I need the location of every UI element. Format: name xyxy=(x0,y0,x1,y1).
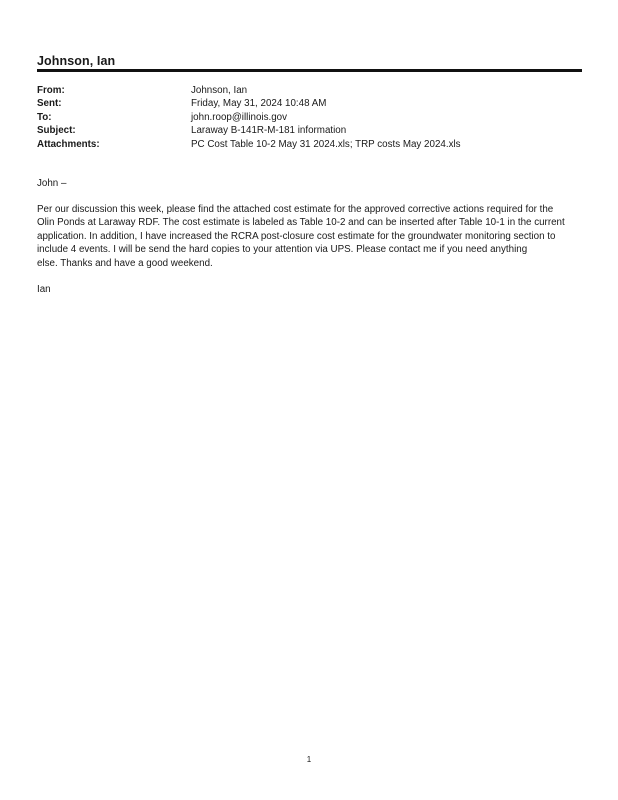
header-to-label: To: xyxy=(37,111,52,123)
header-subject xyxy=(37,124,461,137)
header-divider xyxy=(37,69,582,72)
header-attachments-value: PC Cost Table 10-2 May 31 2024.xls; TRP costs May 2024.xls xyxy=(191,138,461,150)
body-line: Olin Ponds at Laraway RDF. The cost estimate is labeled as Table 10-2 and can be inserted after Table 10-1 in the current xyxy=(37,217,565,229)
sender-name: Johnson, Ian xyxy=(37,54,116,68)
header-subject-label: Subject: xyxy=(37,125,76,137)
page-number: 1 xyxy=(306,755,312,764)
header-sent-value: Friday, May 31, 2024 10:48 AM xyxy=(191,98,327,110)
email-signoff: Ian xyxy=(37,284,51,295)
body-line: application. In addition, I have increased the RCRA post-closure cost estimate for the groundwater monitoring section to xyxy=(37,230,556,242)
header-subject-value: Laraway B-141R-M-181 information xyxy=(191,125,347,137)
body-line: include 4 events. I will be send the hard copies to your attention via UPS. Please contact me if you need anything xyxy=(37,244,528,256)
header-sent-label: Sent: xyxy=(37,98,62,110)
header-attachments xyxy=(37,138,461,151)
email-headers xyxy=(37,84,461,151)
body-line: else. Thanks and have a good weekend. xyxy=(37,257,213,269)
header-from xyxy=(37,84,461,97)
header-from-label: From: xyxy=(37,85,65,96)
header-to xyxy=(37,111,461,124)
header-to-value: john.roop@illinois.gov xyxy=(191,111,287,123)
header-attachments-label: Attachments: xyxy=(37,138,100,150)
body-line: Per our discussion this week, please find the attached cost estimate for the approved corrective actions required for the xyxy=(37,204,554,215)
email-greeting: John – xyxy=(37,178,67,189)
header-from-value: Johnson, Ian xyxy=(191,85,248,96)
email-body-paragraph xyxy=(37,203,585,270)
header-sent xyxy=(37,97,461,110)
